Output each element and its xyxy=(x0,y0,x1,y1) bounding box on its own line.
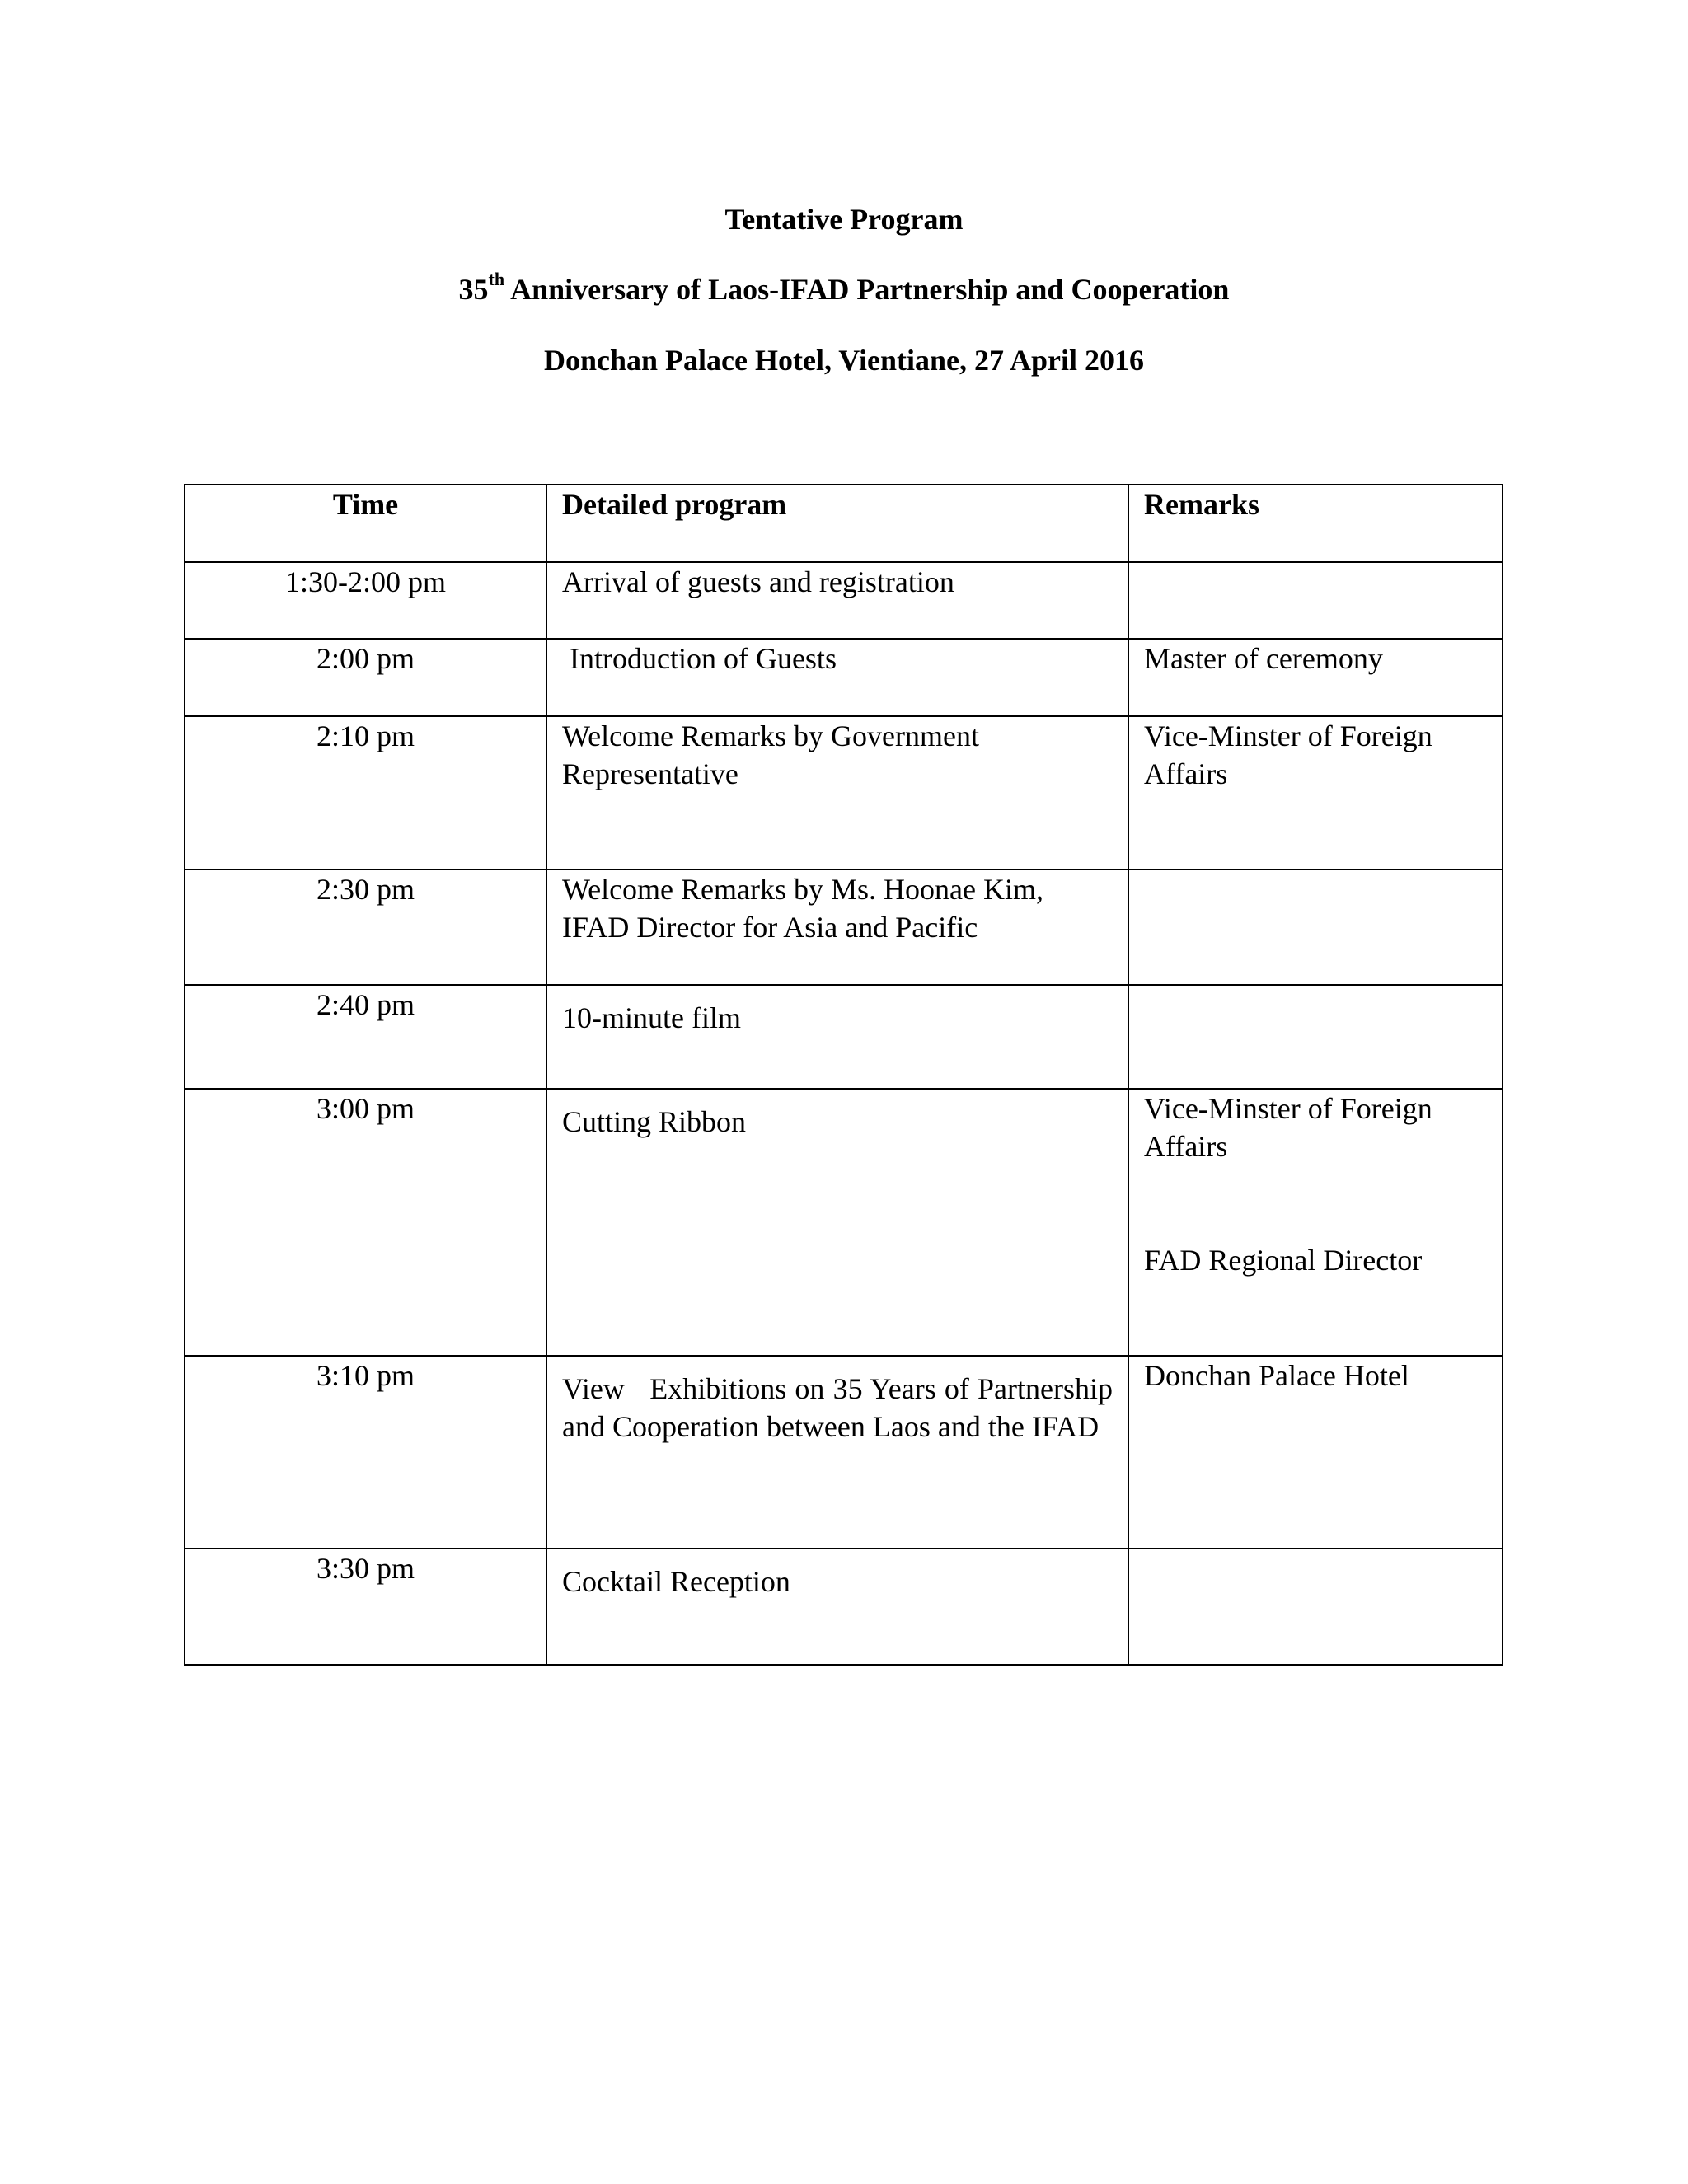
table-row xyxy=(185,869,1503,985)
row-remarks xyxy=(1128,869,1503,985)
venue-date-line: Donchan Palace Hotel, Vientiane, 27 April 2016 xyxy=(544,344,1144,377)
remarks-spacer xyxy=(1144,1165,1487,1241)
header-detailed-program: Detailed program xyxy=(546,485,1128,562)
row-time: 3:00 pm xyxy=(185,1089,546,1356)
row-remarks xyxy=(1128,562,1503,639)
row-time: 2:00 pm xyxy=(185,639,546,716)
table-row xyxy=(185,1089,1503,1356)
table-row xyxy=(185,1356,1503,1549)
row-program: Welcome Remarks by Government Representative xyxy=(546,716,1128,869)
row-program xyxy=(546,1549,1128,1665)
row-time: 3:30 pm xyxy=(185,1549,546,1665)
subtitle-text: Anniversary of Laos-IFAD Partnership and Cooperation xyxy=(504,273,1230,306)
row-program: Welcome Remarks by Ms. Hoonae Kim, IFAD Director for Asia and Pacific xyxy=(546,869,1128,985)
table-row xyxy=(185,1549,1503,1665)
row-remarks xyxy=(1128,985,1503,1089)
row-time: 1:30-2:00 pm xyxy=(185,562,546,639)
subtitle-ordinal-suffix: th xyxy=(488,269,505,289)
row-program-text: 10-minute film xyxy=(562,1001,741,1034)
row-program xyxy=(546,1089,1128,1356)
row-remarks-line-2: FAD Regional Director xyxy=(1144,1244,1423,1277)
row-remarks xyxy=(1128,1089,1503,1356)
table-row xyxy=(185,716,1503,869)
row-remarks xyxy=(1128,1549,1503,1665)
row-time: 3:10 pm xyxy=(185,1356,546,1549)
row-remarks: Donchan Palace Hotel xyxy=(1128,1356,1503,1549)
row-program: Introduction of Guests xyxy=(546,639,1128,716)
table-row xyxy=(185,562,1503,639)
row-program-text: View Exhibitions on 35 Years of Partnership and Cooperation between Laos and the IFAD xyxy=(562,1372,1120,1443)
table-row xyxy=(185,985,1503,1089)
document-subtitle xyxy=(0,271,1688,307)
row-time: 2:40 pm xyxy=(185,985,546,1089)
subtitle-number: 35 xyxy=(458,273,489,306)
row-time: 2:30 pm xyxy=(185,869,546,985)
row-program xyxy=(546,1356,1128,1549)
table-row xyxy=(185,639,1503,716)
row-program-text: Cutting Ribbon xyxy=(562,1105,747,1138)
document-title: Tentative Program xyxy=(724,203,964,236)
program-table xyxy=(184,484,1503,1666)
header-time: Time xyxy=(185,485,546,562)
table-header-row xyxy=(185,485,1503,562)
row-program: Arrival of guests and registration xyxy=(546,562,1128,639)
row-program-text: Cocktail Reception xyxy=(562,1565,790,1598)
row-remarks-line-1: Vice-Minster of Foreign Affairs xyxy=(1144,1092,1432,1163)
row-remarks: Master of ceremony xyxy=(1128,639,1503,716)
row-program xyxy=(546,985,1128,1089)
row-remarks: Vice-Minster of Foreign Affairs xyxy=(1128,716,1503,869)
header-remarks: Remarks xyxy=(1128,485,1503,562)
row-time: 2:10 pm xyxy=(185,716,546,869)
